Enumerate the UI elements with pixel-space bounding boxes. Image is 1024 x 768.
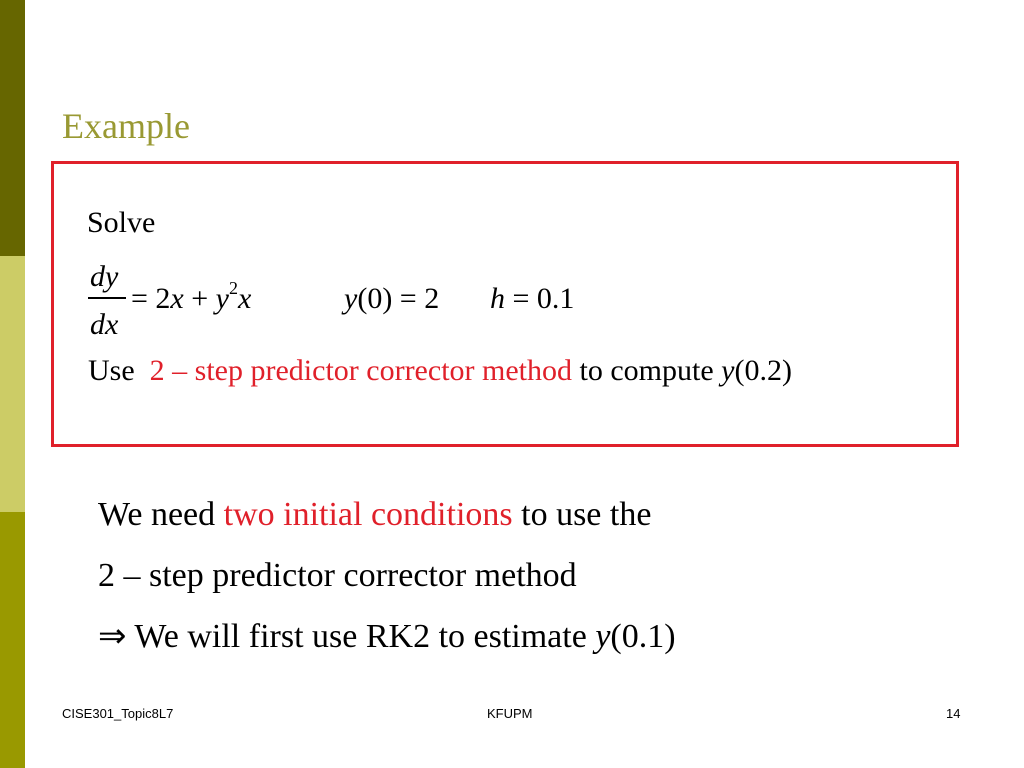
body-line-3-text: We will first use RK2 to estimate (134, 618, 587, 655)
sidebar-segment-top (0, 0, 25, 256)
body-line-2: 2 – step predictor corrector method (98, 557, 577, 594)
body-line-1-prefix: We need (98, 496, 216, 533)
body-line-1-suffix: to use the (521, 496, 652, 533)
body-line-1-highlight: two initial conditions (223, 496, 513, 533)
use-method-highlight: 2 – step predictor corrector method (149, 354, 572, 387)
body-line-3 (98, 620, 676, 654)
footer-page-number: 14 (946, 706, 961, 721)
fraction-bar (88, 297, 126, 299)
body-line-3-arg: (0.1) (610, 618, 676, 655)
initial-condition-arg: (0) = 2 (357, 282, 440, 315)
step-size (490, 284, 574, 314)
ode-rhs-plus: + (183, 282, 216, 315)
use-prefix: Use (88, 354, 135, 387)
initial-condition (344, 284, 439, 314)
footer-left: CISE301_Topic8L7 (62, 706, 174, 721)
step-size-value: = 0.1 (505, 282, 575, 315)
initial-condition-y: y (344, 282, 358, 315)
solve-label: Solve (87, 206, 156, 239)
ode-numerator: dy (90, 260, 119, 293)
body-line-1 (98, 498, 651, 532)
footer-center: KFUPM (487, 706, 533, 721)
ode-rhs-y: y (215, 282, 229, 315)
slide-title: Example (62, 106, 190, 146)
implies-arrow-icon: ⇒ (98, 618, 127, 655)
ode-rhs-x2: x (238, 282, 252, 315)
ode-rhs (131, 278, 252, 315)
sidebar-segment-middle (0, 256, 25, 512)
use-y: y (721, 354, 735, 387)
ode-denominator: dx (90, 308, 119, 341)
step-size-h: h (490, 282, 505, 315)
ode-rhs-prefix: = 2 (131, 282, 171, 315)
sidebar-decoration (0, 0, 25, 768)
sidebar-segment-bottom (0, 512, 25, 768)
use-line (88, 356, 792, 386)
ode-rhs-exponent: 2 (229, 278, 238, 298)
use-arg: (0.2) (734, 354, 792, 387)
body-line-3-y: y (595, 618, 611, 655)
use-suffix: to compute (579, 354, 714, 387)
ode-rhs-x1: x (170, 282, 184, 315)
